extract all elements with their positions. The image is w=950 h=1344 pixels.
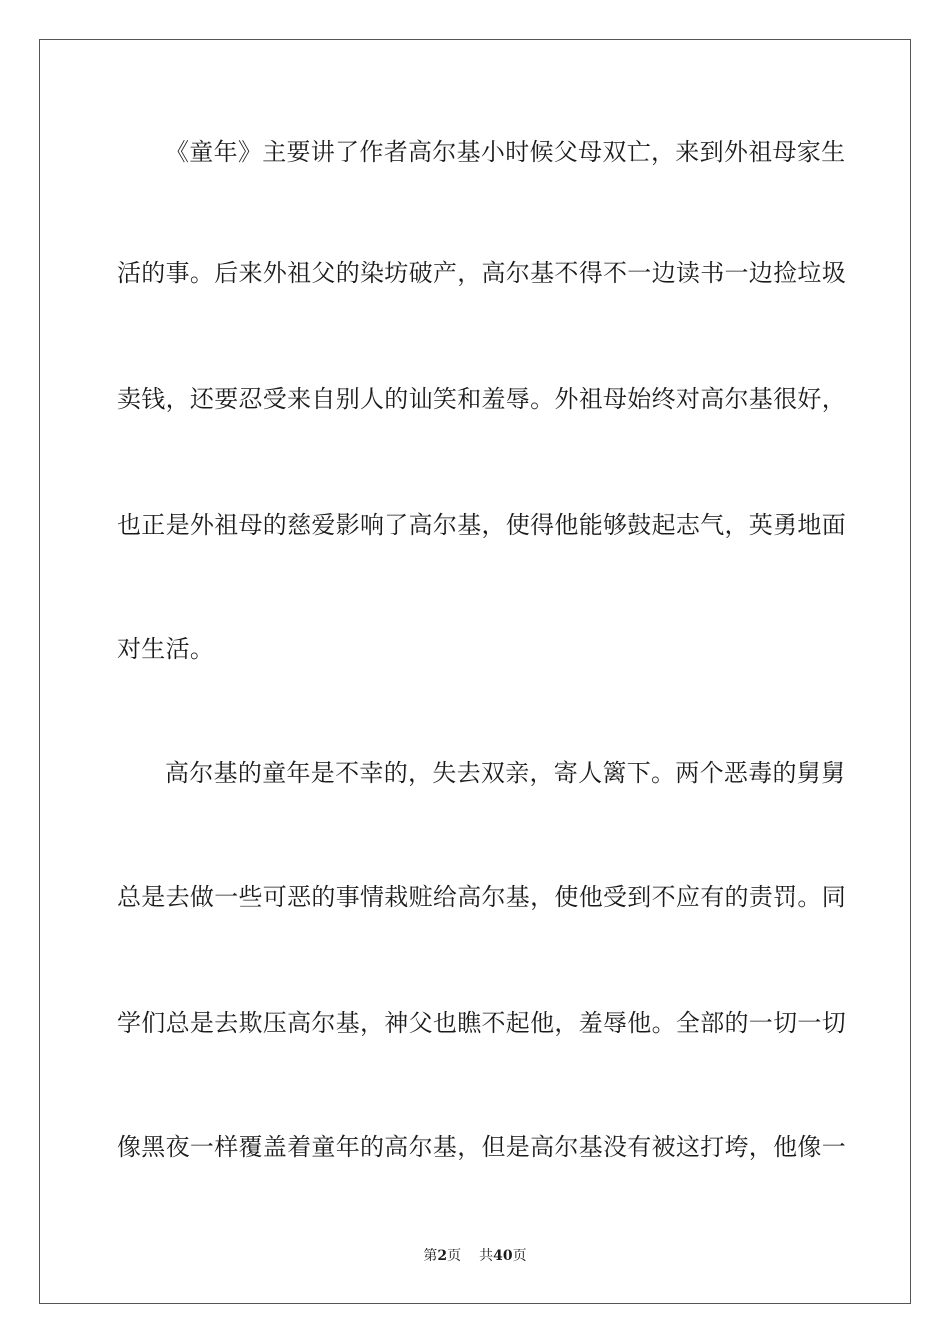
text-line: 高尔基的童年是不幸的，失去双亲，寄人篱下。两个恶毒的舅舅 <box>165 759 846 787</box>
text-line: 卖钱，还要忍受来自别人的讪笑和羞辱。外祖母始终对高尔基很好， <box>117 385 846 413</box>
text-line: 活的事。后来外祖父的染坊破产，高尔基不得不一边读书一边捡垃圾 <box>117 259 846 287</box>
total-page-count: 40 <box>493 1248 513 1264</box>
text-line: 《童年》主要讲了作者高尔基小时候父母双亡，来到外祖母家生 <box>165 138 846 166</box>
page-footer <box>0 1247 950 1265</box>
total-pages-indicator: 共40页 <box>479 1248 527 1264</box>
page-indicator: 第2页 <box>423 1248 462 1264</box>
text-line: 学们总是去欺压高尔基，神父也瞧不起他，羞辱他。全部的一切一切 <box>117 1009 846 1037</box>
text-line: 总是去做一些可恶的事情栽赃给高尔基，使他受到不应有的责罚。同 <box>117 883 846 911</box>
page-frame <box>39 39 911 1304</box>
current-page-number: 2 <box>437 1248 448 1264</box>
text-line: 像黑夜一样覆盖着童年的高尔基，但是高尔基没有被这打垮，他像一 <box>117 1133 846 1161</box>
text-line: 对生活。 <box>117 635 215 663</box>
text-line: 也正是外祖母的慈爱影响了高尔基，使得他能够鼓起志气，英勇地面 <box>117 511 846 539</box>
